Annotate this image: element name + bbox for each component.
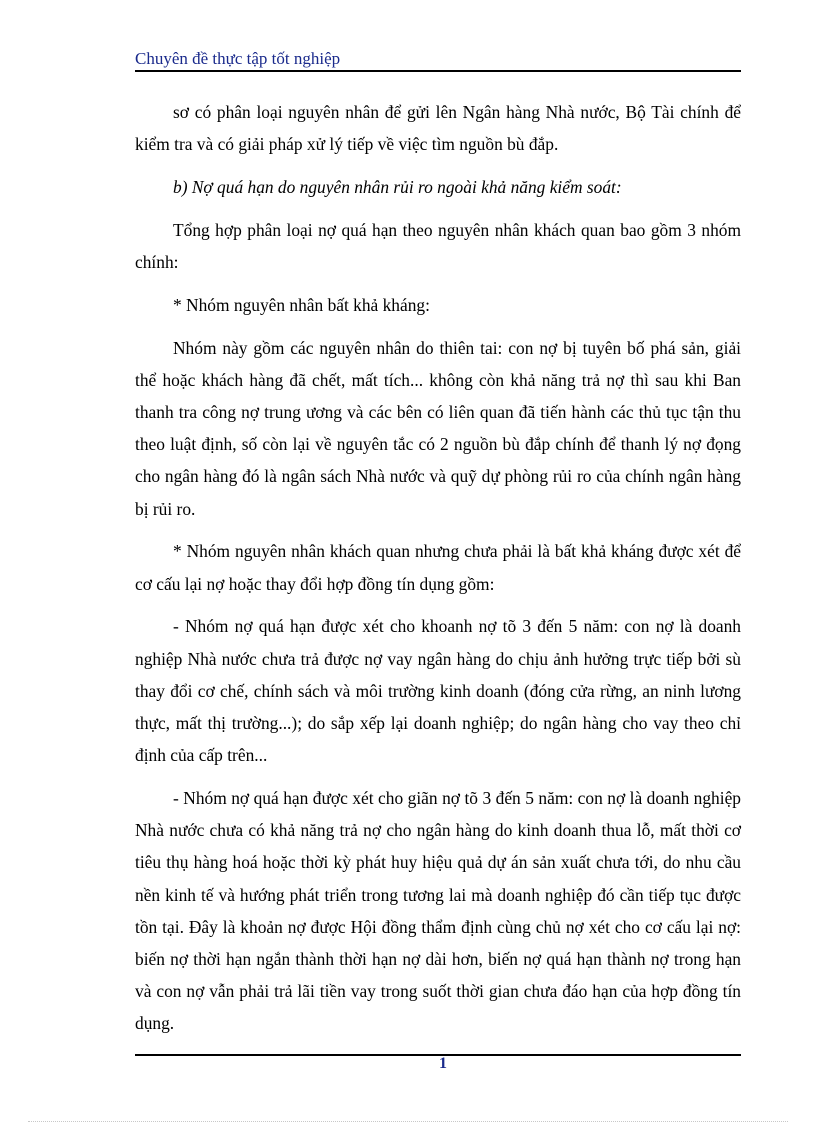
paragraph-continuation: sơ có phân loại nguyên nhân để gửi lên Ngân hàng Nhà nước, Bộ Tài chính để kiểm tra và có giải pháp xử lý tiếp về việc tìm nguồn bù đắp. [135,102,741,155]
group-heading-force-majeure: * Nhóm nguyên nhân bất khả kháng: [173,294,430,315]
page-number: 1 [439,1055,447,1072]
page-edge-divider [28,1121,788,1122]
section-heading-b: b) Nợ quá hạn do nguyên nhân rủi ro ngoài khả năng kiểm soát: [173,177,622,197]
group-heading-objective: * Nhóm nguyên nhân khách quan nhưng chưa phải là bất khả kháng được xét để cơ cấu lại nợ hoặc thay đổi hợp đồng tín dụng gồm: [135,541,741,594]
paragraph-debt-freeze: - Nhóm nợ quá hạn được xét cho khoanh nợ tõ 3 đến 5 năm: con nợ là doanh nghiệp Nhà nước chưa trả được nợ vay ngân hàng do chịu ảnh hưởng trực tiếp bởi sù thay đổi cơ chế, chính sách và môi trường kinh doanh (đóng cửa rừng, an ninh lương thực, mất thị trường...); do sắp xếp lại doanh nghiệp; do ngân hàng cho vay theo chỉ định của cấp trên... [135,616,741,766]
document-body [135,96,741,1050]
running-header-title: Chuyên đề thực tập tốt nghiệp [135,49,341,68]
paragraph-force-majeure: Nhóm này gồm các nguyên nhân do thiên tai: con nợ bị tuyên bố phá sản, giải thể hoặc khách hàng đã chết, mất tích... không còn khả năng trả nợ thì sau khi Ban thanh tra công nợ trung ương và các bên có liên quan đã tiến hành các thủ tục tận thu theo luật định, số còn lại về nguyên tắc có 2 nguồn bù đắp chính để thanh lý nợ đọng cho ngân hàng đó là ngân sách Nhà nước và quỹ dự phòng rủi ro của chính ngân hàng bị rủi ro. [135,337,741,519]
paragraph-debt-extension: - Nhóm nợ quá hạn được xét cho giãn nợ tõ 3 đến 5 năm: con nợ là doanh nghiệp Nhà nước chưa có khả năng trả nợ cho ngân hàng do kinh doanh thua lỗ, mất thời cơ tiêu thụ hàng hoá hoặc thời kỳ phát huy hiệu quả dự án sản xuất chưa tới, do nhu cầu nền kinh tế và hướng phát triển trong tương lai mà doanh nghiệp đó cần tiếp tục được tồn tại. Đây là khoản nợ được Hội đồng thẩm định cùng chủ nợ xét cho cơ cấu lại nợ: biến nợ thời hạn ngắn thành thời hạn nợ dài hơn, biến nợ quá hạn thành nợ trong hạn và con nợ vẫn phải trả lãi tiền vay trong suốt thời gian chưa đáo hạn của hợp đồng tín dụng. [135,788,741,1034]
paragraph-summary: Tổng hợp phân loại nợ quá hạn theo nguyên nhân khách quan bao gồm 3 nhóm chính: [135,219,741,272]
header-rule [135,70,741,72]
